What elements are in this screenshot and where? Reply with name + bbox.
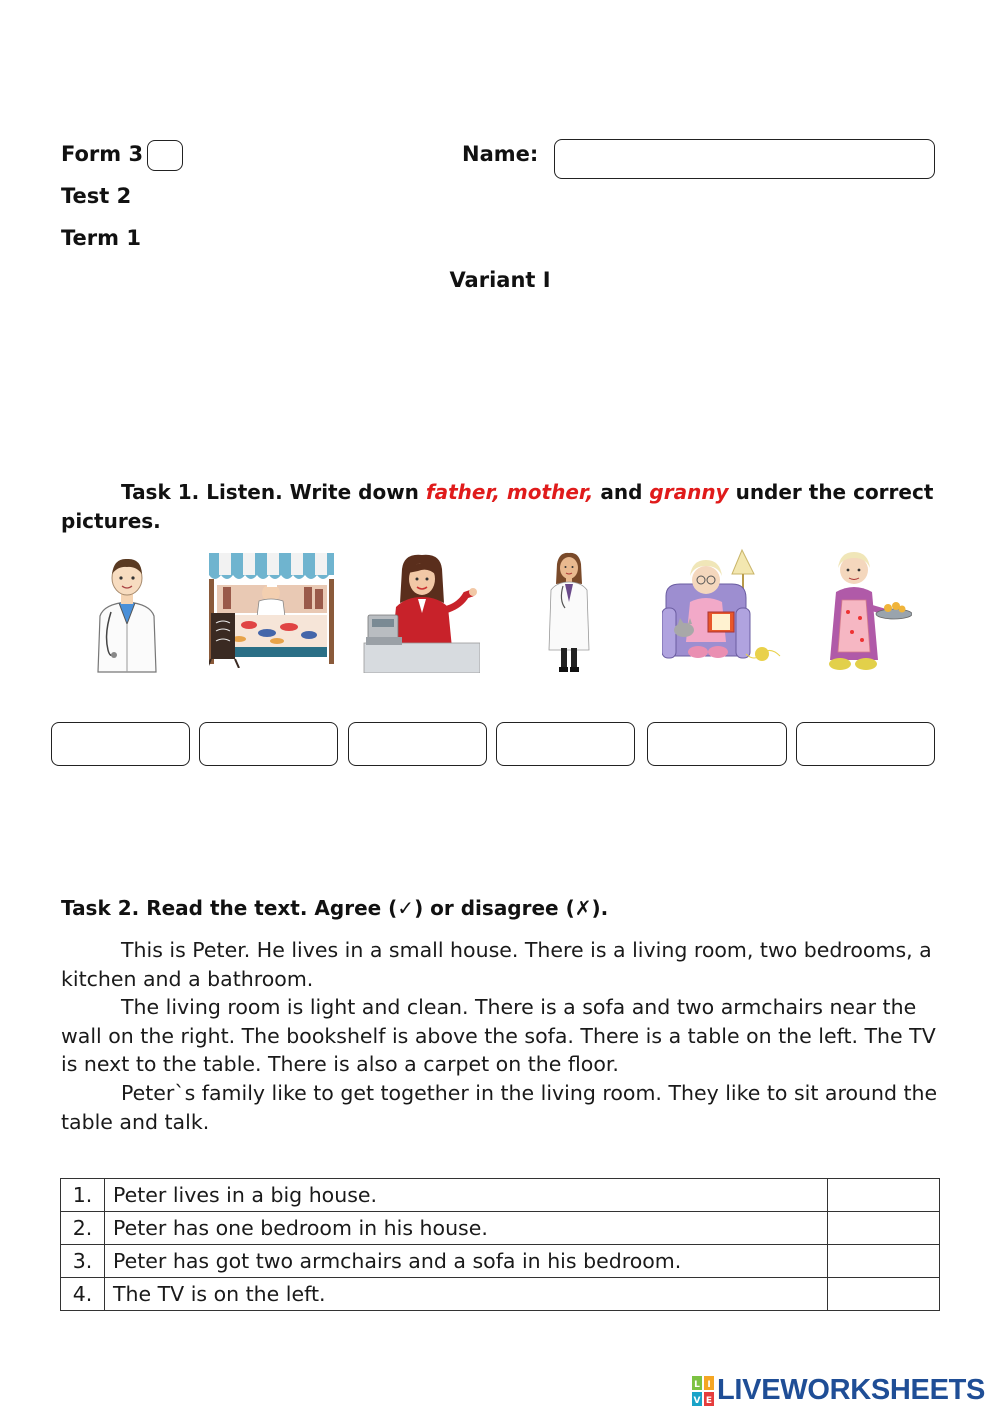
task1-instruction xyxy=(61,478,941,536)
table-row xyxy=(61,1179,940,1212)
logo-letter-v: V xyxy=(693,1395,701,1406)
granny-reading-picture xyxy=(662,546,784,672)
task1-suffix: under the correct xyxy=(735,480,934,504)
logo-letter-e: E xyxy=(705,1395,713,1406)
task2-paragraph-3: Peter`s family like to get together in the living room. They like to sit around the table and talk. xyxy=(61,1080,938,1134)
statement-text: Peter has one bedroom in his house. xyxy=(105,1212,828,1245)
answer-box-2[interactable] xyxy=(199,722,338,766)
form-class-input[interactable] xyxy=(147,140,183,171)
answer-cell-1[interactable] xyxy=(828,1179,940,1212)
liveworksheets-logo-icon xyxy=(692,1376,714,1406)
task2-title: Task 2. Read the text. Agree (✓) or disagree (✗). xyxy=(61,896,609,920)
name-input[interactable] xyxy=(554,139,935,179)
table-row xyxy=(61,1212,940,1245)
answer-cell-2[interactable] xyxy=(828,1212,940,1245)
answer-box-5[interactable] xyxy=(647,722,787,766)
task2-paragraph-2: The living room is light and clean. There is a sofa and two armchairs near the wall on the right. The bookshelf is above the sofa. There is a table on the left. The TV is next to the table. There is also a carpet on the floor. xyxy=(61,995,936,1077)
answer-box-4[interactable] xyxy=(496,722,635,766)
row-number: 1. xyxy=(61,1179,105,1212)
liveworksheets-wordmark: LIVEWORKSHEETS xyxy=(717,1374,986,1406)
logo-letter-i: I xyxy=(707,1379,711,1390)
task1-word-father-mother: father, mother, xyxy=(425,480,594,504)
task1-prefix: Task 1. Listen. Write down xyxy=(121,480,419,504)
fish-stall-picture xyxy=(209,553,334,668)
term-label: Term 1 xyxy=(61,226,141,250)
task2-paragraph-1: This is Peter. He lives in a small house. There is a living room, two bedrooms, a kitchen and a bathroom. xyxy=(61,938,932,991)
doctor-woman-picture xyxy=(541,552,597,673)
variant-title: Variant I xyxy=(449,268,551,292)
liveworksheets-logo xyxy=(692,1374,985,1407)
statement-text: The TV is on the left. xyxy=(105,1278,828,1311)
table-row xyxy=(61,1245,940,1278)
row-number: 2. xyxy=(61,1212,105,1245)
agree-disagree-table xyxy=(60,1178,940,1311)
task1-line2: pictures. xyxy=(61,509,161,533)
doctor-man-picture xyxy=(86,554,168,674)
task1-word-granny: granny xyxy=(649,480,729,504)
form-label: Form 3 xyxy=(61,142,144,166)
task1-middle: and xyxy=(600,480,643,504)
table-row xyxy=(61,1278,940,1311)
task2-text xyxy=(61,936,941,1136)
cashier-woman-picture xyxy=(362,553,480,673)
answer-cell-4[interactable] xyxy=(828,1278,940,1311)
row-number: 3. xyxy=(61,1245,105,1278)
answer-box-3[interactable] xyxy=(348,722,487,766)
statement-text: Peter has got two armchairs and a sofa in his bedroom. xyxy=(105,1245,828,1278)
granny-cooking-picture xyxy=(826,552,912,671)
statement-text: Peter lives in a big house. xyxy=(105,1179,828,1212)
logo-letter-l: L xyxy=(694,1379,700,1390)
answer-box-6[interactable] xyxy=(796,722,935,766)
name-label: Name: xyxy=(462,142,539,166)
answer-box-1[interactable] xyxy=(51,722,190,766)
answer-cell-3[interactable] xyxy=(828,1245,940,1278)
test-label: Test 2 xyxy=(61,184,132,208)
row-number: 4. xyxy=(61,1278,105,1311)
